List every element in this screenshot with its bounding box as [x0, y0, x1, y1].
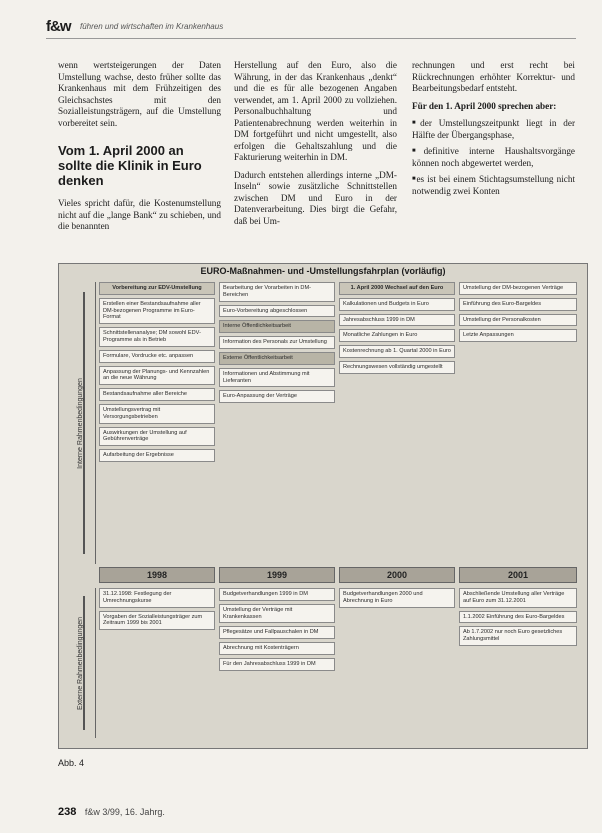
journal-logo: f&w: [46, 18, 71, 35]
timeline-card: Umstellung der Verträge mit Krankenkassen: [219, 604, 335, 624]
timeline-card: Kostenrechnung ab 1. Quartal 2000 in Euro: [339, 345, 455, 358]
bullet-list: [412, 118, 575, 197]
timeline-card: Monatliche Zahlungen in Euro: [339, 329, 455, 342]
side-label-internal: Interne Rahmenbedingungen: [76, 377, 84, 469]
timeline-card: Abrechnung mit Kostenträgern: [219, 642, 335, 655]
footer-info: f&w 3/99, 16. Jahrg.: [84, 807, 165, 817]
year-2000: 2000: [339, 567, 455, 583]
timeline-card: Schnittstellenanalyse; DM sowohl EDV-Programme als in Betrieb: [99, 327, 215, 347]
diagram-title: EURO-Maßnahmen- und -Umstellungsfahrplan (vorläufig): [200, 266, 446, 276]
column-1999-internal: [219, 282, 335, 406]
year-2001: 2001: [459, 567, 577, 583]
column-1998-internal: [99, 282, 215, 465]
timeline-card: Kalkulationen und Budgets in Euro: [339, 298, 455, 311]
text-column-2: [234, 60, 397, 233]
year-1999: 1999: [219, 567, 335, 583]
timeline-card: Umstellung der Personalkosten: [459, 314, 577, 327]
external-side-box: [65, 588, 96, 738]
paragraph: Herstellung auf den Euro, also die Währung, in der das Krankenhaus „denkt“ und die es für alle bezogenen Angaben verwendet, am 1. April 2000 zu vollziehen. Personalbuchhaltung und Patientenabrechnung werden weiterhin in DM fortgeführt und nicht umgestellt, also erfolgen die Gehaltszahlung und die Fakturierung weiterhin in DM.: [234, 60, 397, 162]
column-2001-external: [459, 588, 577, 649]
timeline-card: Vorgaben der Sozialleistungsträger zum Zeitraum 1999 bis 2001: [99, 611, 215, 631]
side-label-external: Externe Rahmenbedingungen: [76, 616, 84, 710]
timeline-card: 1. April 2000 Wechsel auf den Euro: [339, 282, 455, 295]
timeline-card: Formulare, Vordrucke etc. anpassen: [99, 350, 215, 363]
timeline-card: Budgetverhandlungen 2000 und Abrechnung in Euro: [339, 588, 455, 608]
timeline-card: Abschließende Umstellung aller Verträge auf Euro zum 31.12.2001: [459, 588, 577, 608]
figure-caption: Abb. 4: [58, 758, 85, 768]
timeline-card: Interne Öffentlichkeitsarbeit: [219, 320, 335, 333]
list-item: ■ der Umstellungszeitpunkt liegt in der Hälfte der Übergangsphase,: [412, 118, 575, 141]
internal-side-box: [65, 282, 96, 564]
column-2000-external: [339, 588, 455, 611]
section-heading: Vom 1. April 2000 an sollte die Klinik in Euro denken: [58, 143, 202, 188]
timeline-card: Ab 1.7.2002 nur noch Euro gesetzliches Zahlungsmittel: [459, 626, 577, 646]
timeline-card: Rechnungswesen vollständig umgestellt: [339, 361, 455, 374]
timeline-card: Bearbeitung der Vorarbeiten in DM-Bereichen: [219, 282, 335, 302]
timeline-card: Euro-Vorbereitung abgeschlossen: [219, 305, 335, 318]
paragraph: Für den 1. April 2000 sprechen aber:: [412, 100, 557, 111]
paragraph: Vieles spricht dafür, die Kostenumstellung nicht auf die „lange Bank“ zu schieben, und die benannten: [58, 198, 221, 231]
timeline-card: 31.12.1998: Festlegung der Umrechnungskurse: [99, 588, 215, 608]
timeline-card: Umstellung der DM-bezogenen Verträge: [459, 282, 577, 295]
column-1999-external: [219, 588, 335, 674]
paragraph: Dadurch entstehen allerdings interne „DM-Inseln“ sowie zusätzliche Schnittstellen zwischen DM und Euro in der Datenverarbeitung. Dies birgt die Gefahr, daß bei Um-: [234, 169, 397, 226]
timeline-card: Jahresabschluss 1999 in DM: [339, 314, 455, 327]
page-number: 238: [58, 806, 77, 818]
timeline-card: Auswirkungen der Umstellung auf Gebührenverträge: [99, 427, 215, 447]
column-2000-internal: [339, 282, 455, 377]
paragraph: rechnungen und erst recht bei Rückrechnungen erhöhter Korrektur- und Bearbeitungsbedarf entsteht.: [412, 60, 575, 93]
timeline-card: Aufarbeitung der Ergebnisse: [99, 449, 215, 462]
timeline-card: Vorbereitung zur EDV-Umstellung: [99, 282, 215, 295]
timeline-card: Information des Personals zur Umstellung: [219, 336, 335, 349]
timeline-card: 1.1.2002 Einführung des Euro-Bargeldes: [459, 611, 577, 624]
timeline-card: Letzte Anpassungen: [459, 329, 577, 342]
column-1998-external: [99, 588, 215, 633]
list-item: ■ definitive interne Haushaltsvorgänge können noch abgewertet werden,: [412, 146, 575, 169]
timeline-card: Anpassung der Planungs- und Kennzahlen an die neue Währung: [99, 366, 215, 386]
list-item: ■ es ist bei einem Stichtagsumstellung nicht notwendig zwei Konten: [412, 174, 575, 197]
paragraph: wenn wertsteigerungen der Daten Umstellung wachse, desto früher sollte das Krankenhaus mit dem Frühzeitigen des Gleichsachstes mit den Sozialleistungsträgern, auf die Umstellung vorbereitet sein.: [58, 60, 221, 128]
text-column-3: [412, 60, 575, 202]
year-1998: 1998: [99, 567, 215, 583]
timeline-card: Umstellungsvertrag mit Versorgungsbetrieben: [99, 404, 215, 424]
timeline-card: Erstellen einer Bestandsaufnahme aller DM-bezogenen Programme im Euro-Format: [99, 298, 215, 324]
column-2001-internal: [459, 282, 577, 345]
timeline-card: Pflegesätze und Fallpauschalen in DM: [219, 626, 335, 639]
timeline-card: Budgetverhandlungen 1999 in DM: [219, 588, 335, 601]
euro-timeline-diagram: [58, 263, 588, 749]
masthead-subtitle: führen und wirtschaften im Krankenhaus: [80, 22, 224, 31]
timeline-card: Euro-Anpassung der Verträge: [219, 390, 335, 403]
text-column-1: [58, 60, 221, 239]
timeline-card: Für den Jahresabschluss 1999 in DM: [219, 658, 335, 671]
timeline-card: Informationen und Abstimmung mit Lieferanten: [219, 368, 335, 388]
timeline-card: Einführung des Euro-Bargeldes: [459, 298, 577, 311]
page-footer: [58, 806, 165, 818]
timeline-card: Externe Öffentlichkeitsarbeit: [219, 352, 335, 365]
masthead: [46, 18, 576, 39]
timeline-card: Bestandsaufnahme aller Bereiche: [99, 388, 215, 401]
